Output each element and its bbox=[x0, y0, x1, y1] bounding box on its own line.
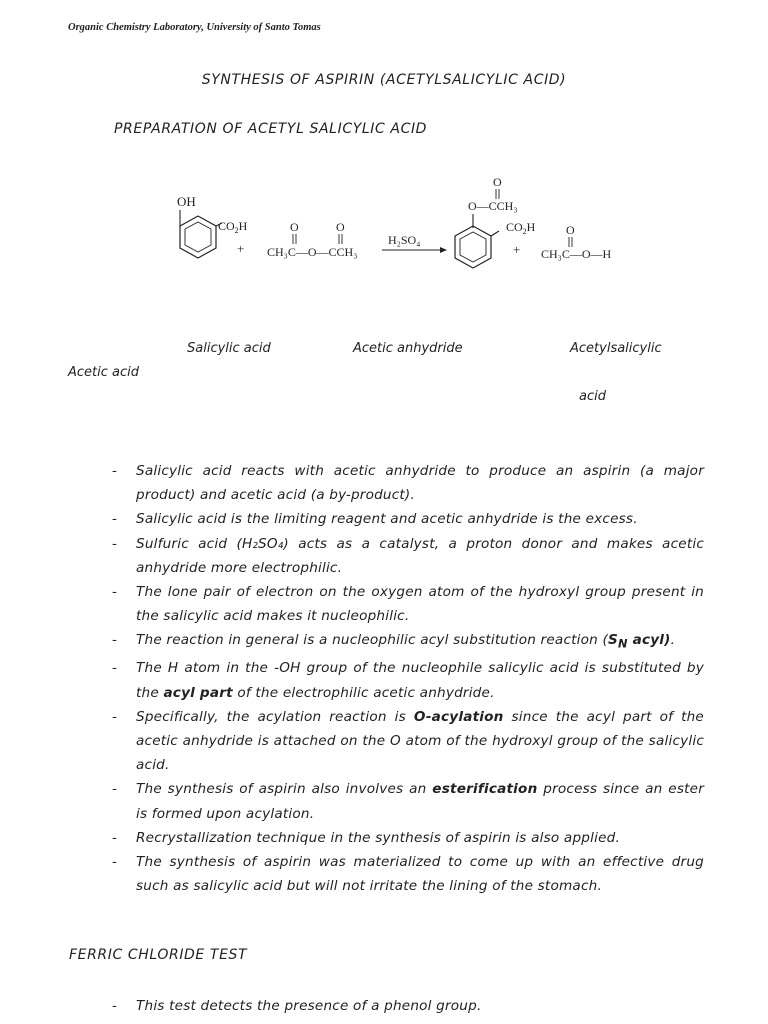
list-item: - The H atom in the -OH group of the nucleophile salicylic acid is substituted by the acyl part of the electrophilic acetic anhydride. bbox=[112, 660, 704, 701]
list-item: - The reaction in general is a nucleophilic acyl substitution reaction ($S_N$ acyl). bbox=[112, 632, 676, 652]
svg-text:O: O bbox=[566, 223, 575, 237]
list-item: - Salicylic acid is the limiting reagent and acetic anhydride is the excess. bbox=[112, 511, 638, 528]
svg-text:CH₃C—O—H: CH₃C—O—H bbox=[541, 247, 612, 261]
label-salicylic-acid: Salicylic acid bbox=[187, 341, 271, 356]
svg-text:O: O bbox=[336, 220, 345, 234]
list-item: - The lone pair of electron on the oxygen atom of the hydroxyl group present in the salicylic acid makes it nucleophilic. bbox=[112, 584, 704, 625]
svg-text:CO2H: $CO_2H$ bbox=[506, 220, 536, 236]
plus-sign: + bbox=[237, 241, 245, 256]
oh-label: OH bbox=[177, 194, 196, 209]
ferric-test-list bbox=[112, 994, 704, 1018]
list-item: - This test detects the presence of a phenol group. bbox=[112, 998, 482, 1014]
document-header: Organic Chemistry Laboratory, University of Santo Tomas bbox=[68, 22, 321, 33]
label-acid: acid bbox=[579, 389, 606, 404]
list-item: - Recrystallization technique in the synthesis of aspirin is also applied. bbox=[112, 829, 620, 846]
section-heading-preparation: PREPARATION OF ACETYL SALICYLIC ACID bbox=[114, 121, 428, 137]
list-item: - Sulfuric acid (H₂SO₄) acts as a catalyst, a proton donor and makes acetic anhydride more electrophilic. bbox=[112, 535, 704, 576]
section-heading-ferric-chloride: FERRIC CHLORIDE TEST bbox=[69, 947, 248, 963]
list-item: - The synthesis of aspirin was materialized to come up with an effective drug such as salicylic acid but will not irritate the lining of the stomach. bbox=[112, 853, 704, 895]
label-acetylsalicylic: Acetylsalicylic bbox=[570, 341, 662, 356]
document-title: SYNTHESIS OF ASPIRIN (ACETYLSALICYLIC ACID) bbox=[201, 72, 567, 88]
svg-text:O: O bbox=[493, 175, 502, 189]
list-item: - Specifically, the acylation reaction is O-acylation since the acyl part of the acetic anhydride is attached on the O atom of the hydroxyl group of the salicylic acid. bbox=[112, 708, 704, 774]
notes-list bbox=[112, 459, 704, 898]
reaction-scheme bbox=[150, 168, 650, 288]
catalyst-label: H₂SO₄ bbox=[388, 233, 421, 247]
list-item: - The synthesis of aspirin also involves an esterification process since an ester is formed upon acylation. bbox=[112, 781, 704, 822]
svg-text:CH₃C—O—CCH₃: CH₃C—O—CCH₃ bbox=[267, 245, 358, 259]
aspirin-structure bbox=[455, 175, 536, 268]
svg-text:O: O bbox=[290, 220, 299, 234]
acetic-anhydride-structure bbox=[267, 220, 357, 259]
svg-text:O—CCH₃: O—CCH₃ bbox=[468, 199, 518, 213]
acetic-acid-structure bbox=[541, 223, 612, 261]
list-item: - Salicylic acid reacts with acetic anhydride to produce an aspirin (a major product) and acetic acid (a by-product). bbox=[112, 463, 704, 504]
svg-text:+: + bbox=[513, 242, 521, 257]
svg-text:CO2H: $CO_2H$ bbox=[218, 219, 248, 235]
label-acetic-acid: Acetic acid bbox=[68, 365, 140, 380]
label-acetic-anhydride: Acetic anhydride bbox=[353, 341, 463, 356]
